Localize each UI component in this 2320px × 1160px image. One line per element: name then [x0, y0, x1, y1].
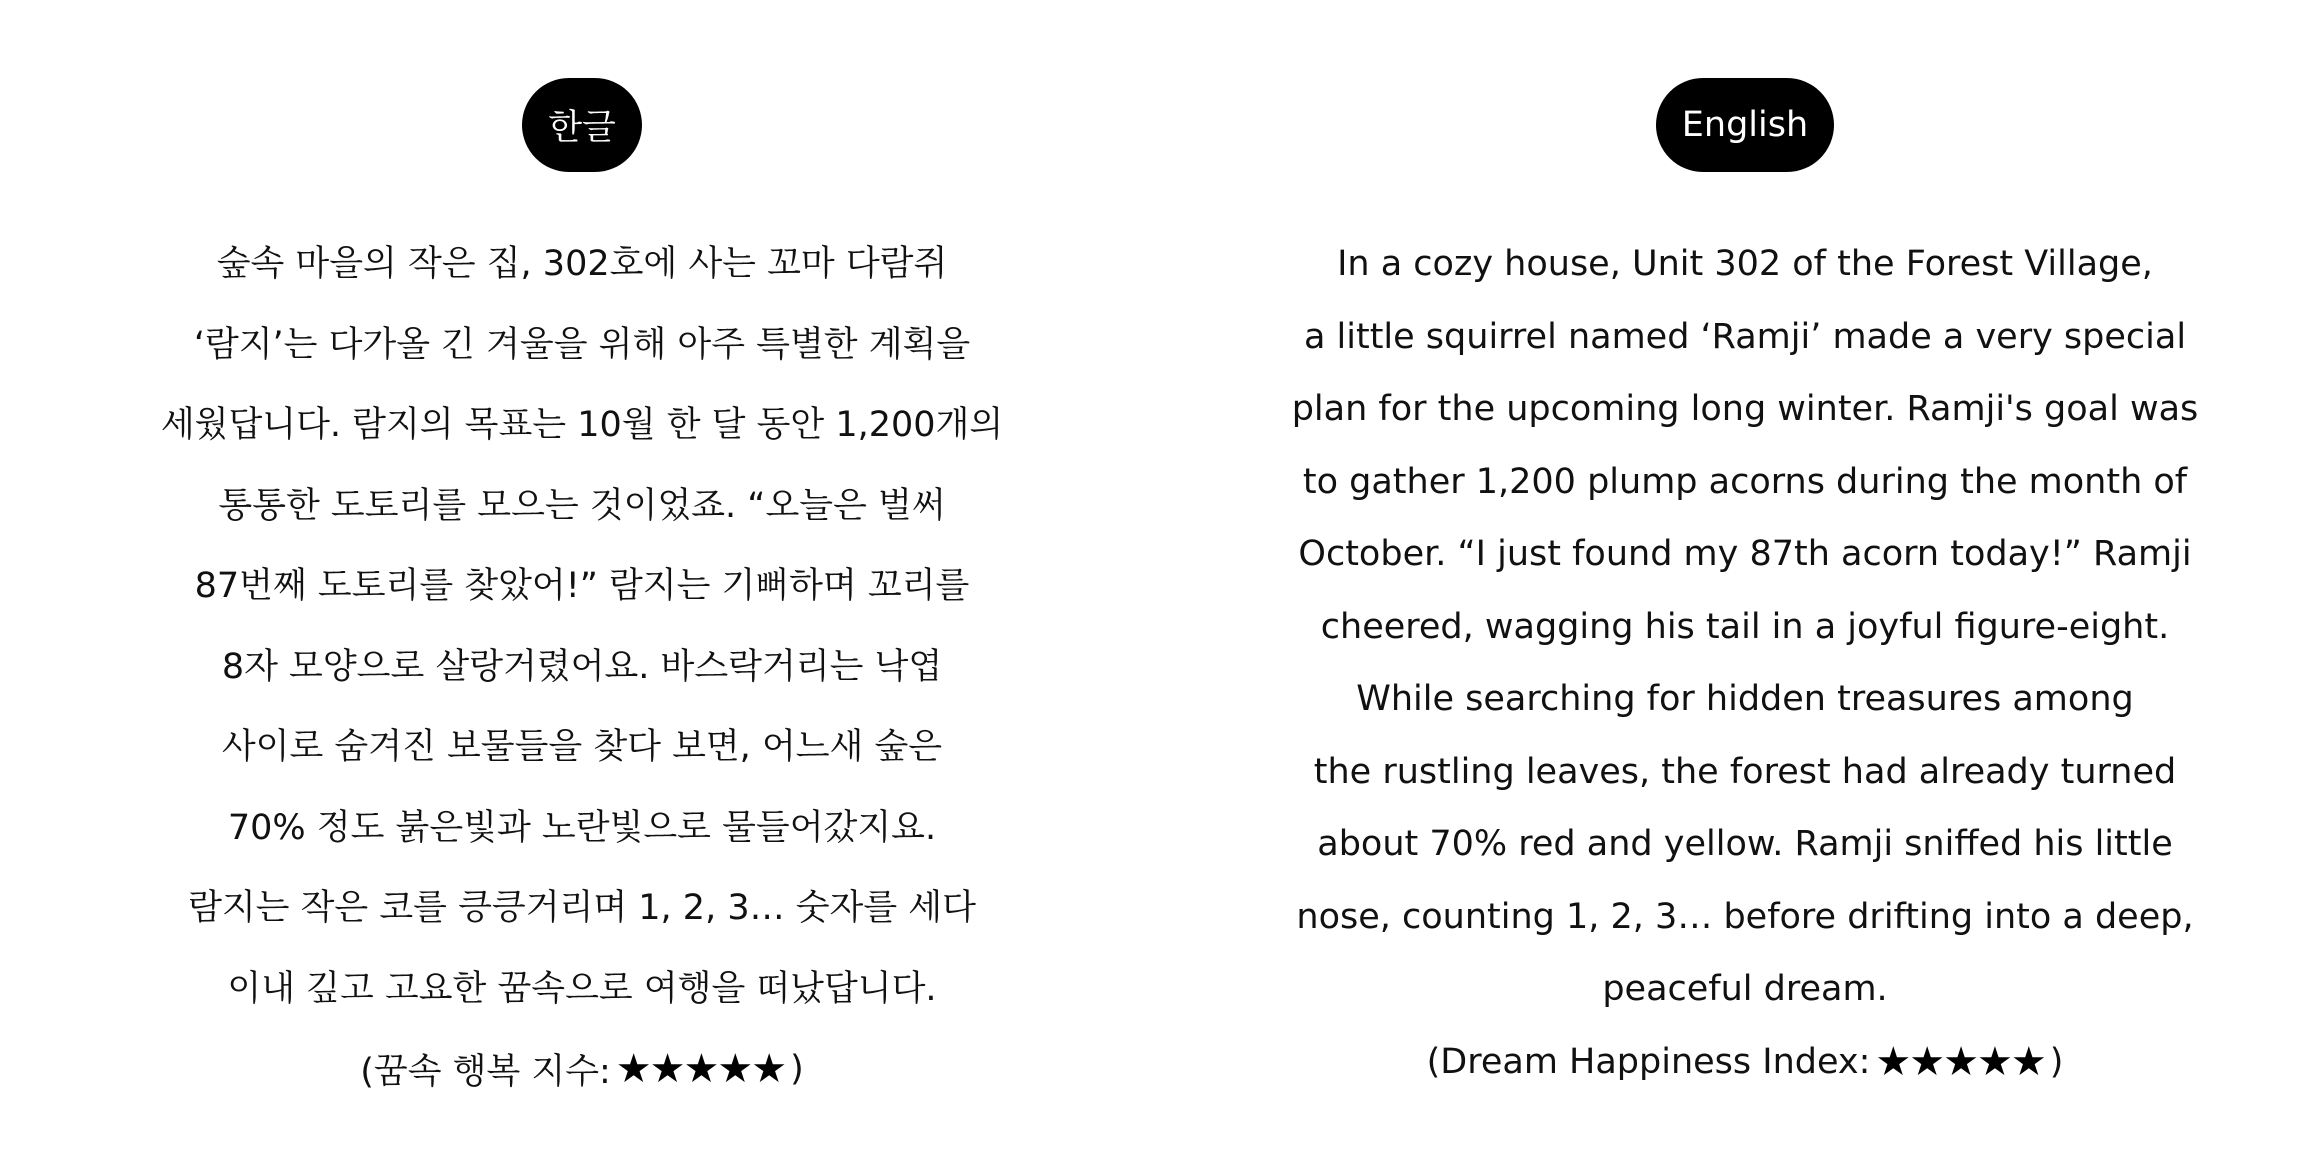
story-line: While searching for hidden treasures among [1356, 679, 2134, 719]
star-icon: ★ [1977, 1038, 2013, 1085]
story-line: 87번째 도토리를 찾았어!” 람지는 기뻐하며 꼬리를 [194, 566, 970, 606]
story-line: plan for the upcoming long winter. Ramji's goal was [1291, 389, 2199, 429]
star-rating [615, 1046, 788, 1093]
story-line: 사이로 숨겨진 보물들을 찾다 보면, 어느새 숲은 [221, 727, 943, 767]
star-icon: ★ [1943, 1038, 1979, 1085]
story-line: about 70% red and yellow. Ramji sniffed his little [1317, 824, 2173, 864]
korean-language-label: 한글 [522, 78, 642, 172]
english-story-text [1292, 228, 2199, 1098]
star-icon: ★ [751, 1046, 788, 1093]
story-line: 8자 모양으로 살랑거렸어요. 바스락거리는 낙엽 [221, 646, 943, 687]
star-icon: ★ [683, 1046, 720, 1093]
story-line: 이내 깊고 고요한 꿈속으로 여행을 떠났답니다. [227, 968, 937, 1009]
star-icon: ★ [2010, 1038, 2047, 1085]
index-close: ) [790, 1049, 804, 1090]
star-icon: ★ [649, 1046, 686, 1093]
star-icon: ★ [1909, 1038, 1946, 1085]
star-icon: ★ [615, 1046, 652, 1093]
story-line: 세웠답니다. 람지의 목표는 10월 한 달 동안 1,200개의 [160, 405, 1004, 445]
story-line: to gather 1,200 plump acorns during the month of [1302, 461, 2188, 502]
korean-column [82, 78, 1082, 1110]
korean-happiness-index [161, 1029, 1003, 1110]
story-line: ‘람지’는 다가올 긴 겨울을 위해 아주 특별한 계획을 [193, 324, 971, 365]
story-line: 람지는 작은 코를 킁킁거리며 1, 2, 3… 숫자를 세다 [188, 888, 976, 928]
star-icon: ★ [717, 1046, 754, 1093]
story-line: 통통한 도토리를 모으는 것이었죠. “오늘은 벌써 [218, 485, 946, 526]
english-happiness-index [1292, 1026, 2199, 1099]
story-line: In a cozy house, Unit 302 of the Forest Village, [1337, 244, 2153, 284]
star-rating [1875, 1038, 2047, 1085]
index-label: (꿈속 행복 지수: [360, 1052, 611, 1093]
story-line: cheered, wagging his tail in a joyful figure-eight. [1320, 606, 2170, 647]
story-line: nose, counting 1, 2, 3… before drifting into a deep, [1296, 896, 2194, 937]
story-line: a little squirrel named ‘Ramji’ made a very special [1303, 316, 2187, 357]
story-line: peaceful dream. [1602, 969, 1888, 1009]
story-line: October. “I just found my 87th acorn today!” Ramji [1298, 534, 2192, 574]
english-column [1245, 78, 2245, 1098]
korean-story-text [161, 224, 1003, 1110]
story-line: the rustling leaves, the forest had already turned [1313, 751, 2177, 792]
star-icon: ★ [1875, 1038, 1912, 1085]
story-line: 숲속 마을의 작은 집, 302호에 사는 꼬마 다람쥐 [216, 244, 948, 284]
english-language-label: English [1656, 78, 1834, 172]
index-label: (Dream Happiness Index: [1426, 1041, 1871, 1082]
story-line: 70% 정도 붉은빛과 노란빛으로 물들어갔지요. [227, 807, 937, 848]
index-close: ) [2049, 1041, 2064, 1082]
